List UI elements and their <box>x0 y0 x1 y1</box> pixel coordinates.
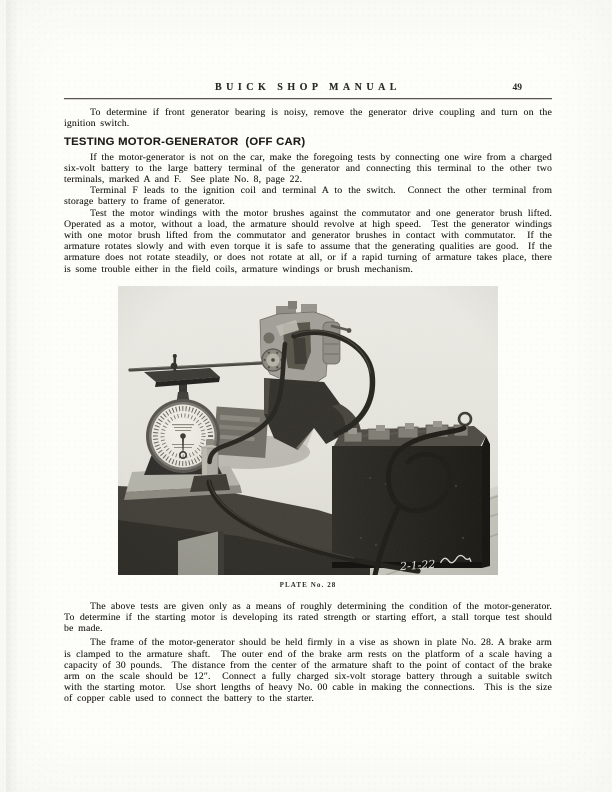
header-rule <box>64 98 552 99</box>
paragraph-generator-bearing: To determine if front generator bearing is noisy, remove the generator drive coupling and turn on the ignition switch. <box>64 107 557 130</box>
paragraph-brake-arm-setup: The frame of the motor-generator should be held firmly in a vise as shown in plate No. 28. A brake arm is clamped to the armature shaft. The outer end of the brake arm rests on the platform of a scale having a capacity of 30 pounds. The distance from the center of the armature shaft to the point of contact of the brake arm on the scale should be 12″. Connect a fully charged six-volt storage battery through a suitable switch with the starting motor. Use short lengths of heavy No. 00 cable in making the connections. This is the size of copper cable used to connect the battery to the starter. <box>64 637 557 705</box>
plate-photo-frame <box>118 286 498 575</box>
plate-caption: PLATE No. 28 <box>279 580 337 589</box>
paragraph-terminal-connections: Terminal F leads to the ignition coil and terminal A to the switch. Connect the other terminal from storage battery to frame of generator. <box>64 185 557 208</box>
paragraph-off-car-test: If the motor-generator is not on the car, make the foregoing tests by connecting one wire from a charged six-volt battery to the large battery terminal of the generator and connecting this terminal to the other two terminals, marked A and F. See plate No. 8, page 22. <box>64 151 557 185</box>
page-title: BUICK SHOP MANUAL <box>215 82 401 93</box>
plate-photo-motor-generator-test-setup <box>118 286 498 575</box>
text-column <box>64 82 562 705</box>
page-number: 49 <box>512 83 522 93</box>
photo-vignette <box>118 286 498 575</box>
paragraph-motor-windings-test: Test the motor windings with the motor brushes against the commutator and one generator brush lifted. Operated as a motor, without a load, the armature should revolve at high speed. Test the generator windings with one motor brush lifted from the commutator and generator brushes in contact with commutator. If the armature rotates slowly and with even torque it is safe to assume that the generating qualities are good. If the armature does not rotate steadily, or does not rotate at all, or if a rapid turning of armature takes place, there is some trouble either in the field coils, armature windings or brush mechanism. <box>64 207 562 275</box>
scan-edge-artifact <box>6 0 18 792</box>
paragraph-stall-torque: The above tests are given only as a means of roughly determining the condition of the motor-generator. To determine if the starting motor is developing its rated strength or starting effort, a stall torque test should be made. <box>64 600 562 635</box>
page-header <box>64 82 552 96</box>
section-heading-testing-motor-generator: TESTING MOTOR-GENERATOR (OFF CAR) <box>64 135 306 148</box>
